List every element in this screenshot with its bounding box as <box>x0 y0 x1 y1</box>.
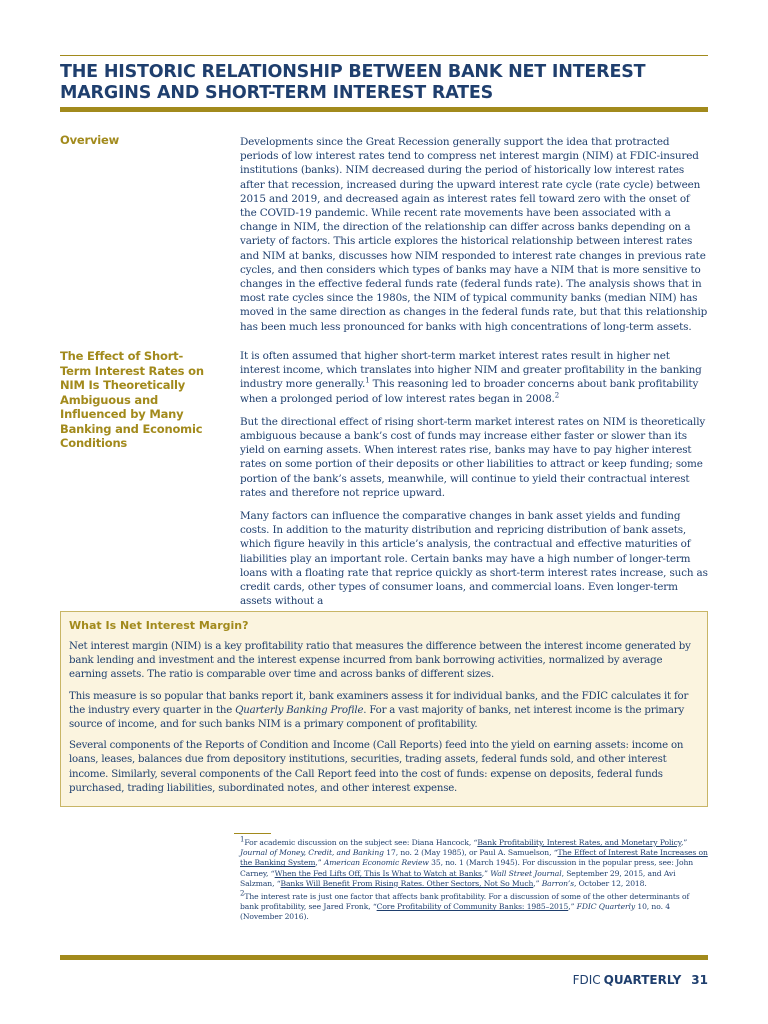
box-paragraph-1: Net interest margin (NIM) is a key profitability ratio that measures the difference between the interest income generated by bank lending and investment and the interest expense incurred from bank borrowing activities, normalized by average earning assets. The ratio is comparable over time and across banks of different sizes. <box>69 641 691 681</box>
footnote-link-salzman[interactable]: Banks Will Benefit From Rising Rates. Other Sectors, Not So Much <box>280 878 534 888</box>
page-number: 31 <box>691 973 708 987</box>
footer-brand-fdic: FDIC <box>572 973 601 987</box>
page-title: THE HISTORIC RELATIONSHIP BETWEEN BANK NET INTEREST MARGINS AND SHORT-TERM INTEREST RATES <box>60 62 646 103</box>
footnote-ref-1[interactable]: 1 <box>365 376 370 385</box>
footnote-link-fronk[interactable]: Core Profitability of Community Banks: 1985–2015 <box>376 902 569 912</box>
footnote-rule <box>234 833 271 834</box>
footnote-1: $^1$For academic discussion on the subject see: Diana Hancock, “Bank Profitability, Interest Rates, and Monetary Policy,” Journal of Money, Credit, and Banking 17, no. 2 (May 1985), or Paul A. Samuelson, “The Effect of Interest Rate Increases on the Banking System,” American Economic Review 35, no. 1 (March 1945). For discussion in the popular press, see: John Carney, “When the Fed Lifts Off, This Is What to Watch at Banks,” Wall Street Journal, September 29, 2015, and Avi Salzman, “Banks Will Benefit From Rising Rates. Other Sectors, Not So Much,” Barron’s, October 12, 2018. <box>240 835 708 888</box>
qbp-title: Quarterly Banking Profile <box>235 704 364 716</box>
nim-sidebar-box <box>60 611 708 807</box>
effect-paragraph-1: It is often assumed that higher short-term market interest rates result in higher net interest income, which translates into higher NIM and greater profitability in the banking industry more generally.$^1$ This reasoning led to broader concerns about bank profitability when a prolonged period of low interest rates began in 2008.$^2$ <box>240 350 702 405</box>
effect-heading: The Effect of Short-Term Interest Rates on NIM Is Theoretically Ambiguous and Influenced by Many Banking and Economic Conditions <box>60 349 204 450</box>
box-paragraph-2: This measure is so popular that banks report it, bank examiners assess it for individual banks, and the FDIC calculates it for the industry every quarter in the Quarterly Banking Profile. For a vast majority of banks, net interest income is the primary source of income, and for such banks NIM is a primary component of profitability. <box>69 690 689 731</box>
overview-heading: Overview <box>60 133 120 147</box>
footnote-link-samuelson[interactable]: The Effect of Interest Rate Increases on the Banking System <box>240 848 708 868</box>
footnote-ref-2[interactable]: 2 <box>554 391 560 400</box>
effect-paragraph-3: Many factors can influence the comparative changes in bank asset yields and funding costs. In addition to the maturity distribution and repricing distribution of bank assets, which figure heavily in this article’s analysis, the contractual and effective maturities of liabilities play an important role. Certain banks may have a high number of longer-term loans with a floating rate that reprice quickly as short-term interest rates increase, such as credit cards, other types of consumer loans, and commercial loans. Even longer-term assets without a <box>240 510 708 608</box>
page-footer <box>573 973 708 987</box>
footer-rule <box>60 955 708 960</box>
box-paragraph-3: Several components of the Reports of Condition and Income (Call Reports) feed into the yield on earning assets: income on loans, leases, balances due from depository institutions, securities, trading assets, federal funds sold, and other interest income. Similarly, several components of the Call Report feed into the cost of funds: expense on deposits, federal funds purchased, trading liabilities, subordinated notes, and other interest expense. <box>69 740 684 794</box>
box-body <box>69 640 701 803</box>
effect-paragraph-2: But the directional effect of rising short-term market interest rates on NIM is theoretically ambiguous because a bank’s cost of funds may increase either faster or slower than its yield on earning assets. When interest rates rise, banks may have to pay higher interest rates on some portion of their deposits or other liabilities to attract or keep funding; some portion of the bank’s assets, meanwhile, will continue to yield their contractual interest rates and therefore not reprice upward. <box>240 415 706 499</box>
overview-text <box>240 135 708 343</box>
footnotes <box>240 835 708 926</box>
effect-text <box>240 349 708 617</box>
top-rule <box>60 55 708 56</box>
footer-brand-quarterly: QUARTERLY <box>603 973 682 987</box>
overview-paragraph: Developments since the Great Recession generally support the idea that protracted periods of low interest rates tend to compress net interest margin (NIM) at FDIC-insured institutions (banks). NIM decreased during the period of historically low interest rates after that recession, increased during the upward interest rate cycle (rate cycle) between 2015 and 2019, and decreased again as interest rates fell toward zero with the onset of the COVID-19 pandemic. While recent rate movements have been associated with a change in NIM, the direction of the relationship can differ across banks depending on a variety of factors. This article explores the historical relationship between interest rates and NIM at banks, discusses how NIM responded to interest rate changes in previous rate cycles, and then considers which types of banks may have a NIM that is more sensitive to changes in the effective federal funds rate (federal funds rate). The analysis shows that in most rate cycles since the 1980s, the NIM of typical community banks (median NIM) has moved in the same direction as changes in the federal funds rate, but that this relationship has been much less pronounced for banks with high concentrations of long-term assets. <box>240 136 708 333</box>
box-title: What Is Net Interest Margin? <box>69 619 249 632</box>
footnote-link-carney[interactable]: When the Fed Lifts Off, This Is What to Watch at Banks <box>274 868 482 878</box>
title-underline <box>60 107 708 112</box>
footnote-link-hancock[interactable]: Bank Profitability, Interest Rates, and Monetary Policy <box>477 838 681 847</box>
footnote-2: $^2$The interest rate is just one factor that affects bank profitability. For a discussion of some of the other determinants of bank profitability, see Jared Fronk, “Core Profitability of Community Banks: 1985–2015,” FDIC Quarterly 10, no. 4 (November 2016). <box>240 889 690 922</box>
